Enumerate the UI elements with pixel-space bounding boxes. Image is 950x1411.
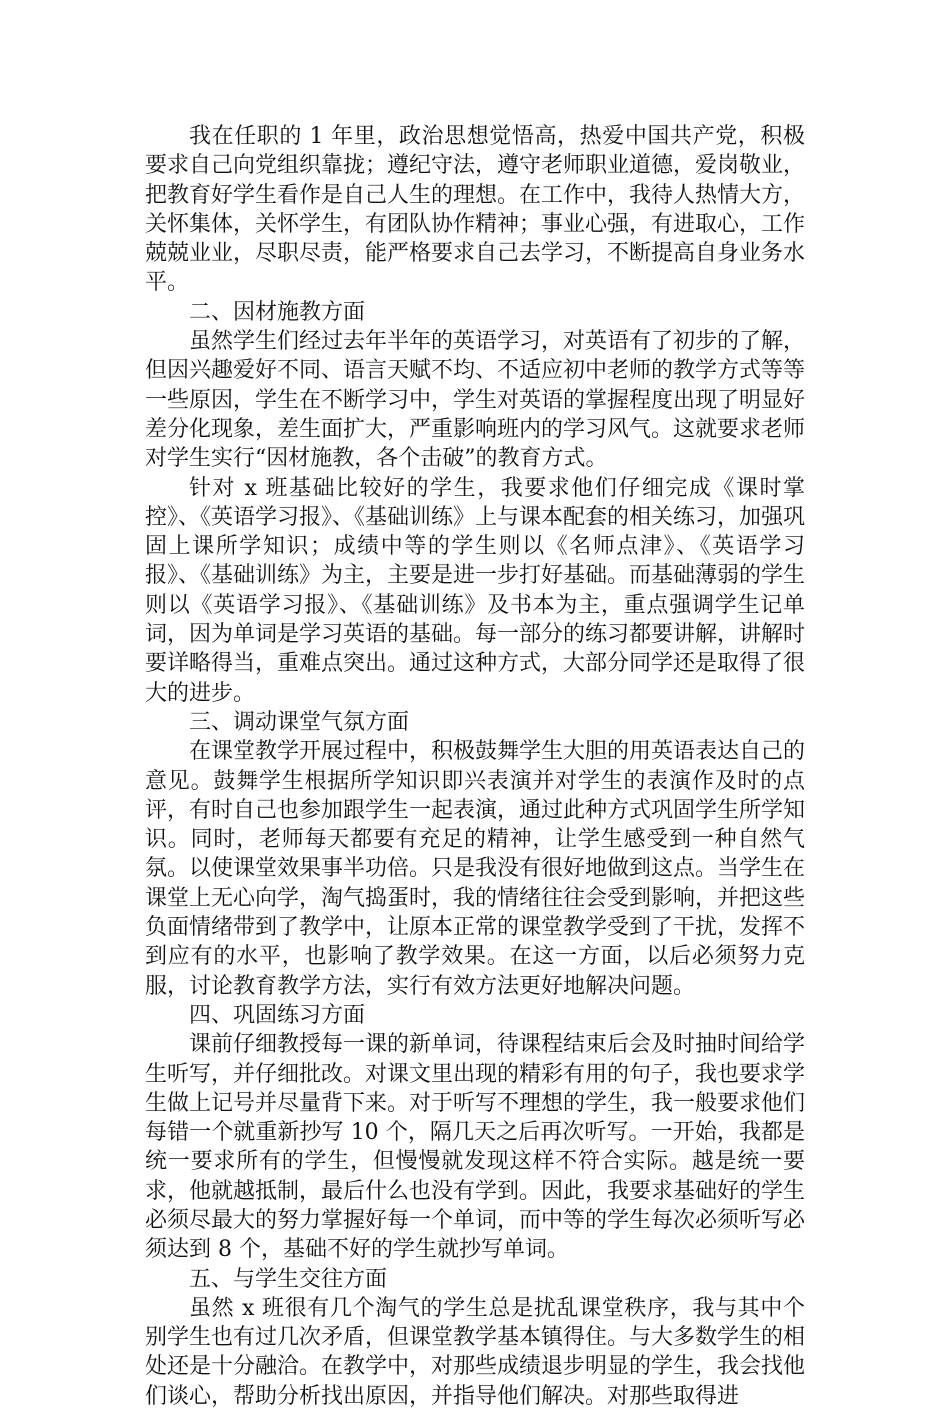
- paragraph-intro: 我在任职的 1 年里，政治思想觉悟高，热爱中国共产党，积极要求自己向党组织靠拢；遵纪守法，遵守老师职业道德，爱岗敬业，把教育好学生看作是自己人生的理想。在工作中，我待人热情大方，关怀集体，关怀学生，有团队协作精神；事业心强，有进取心，工作兢兢业业，尽职尽责，能严格要求自己去学习，不断提高自身业务水平。: [145, 124, 806, 296]
- paragraph-section-4: 课前仔细教授每一课的新单词，待课程结束后会及时抽时间给学生听写，并仔细批改。对课文里出现的精彩有用的句子，我也要求学生做上记号并尽量背下来。对于听写不理想的学生，我一般要求他们每错一个就重新抄写 10 个，隔几天之后再次听写。一开始，我都是统一要求所有的学生，但慢慢就发现这样不符合实际。越是统一要求，他就越抵制，最后什么也没有学到。因此，我要求基础好的学生必须尽最大的努力掌握好每一个单词，而中等的学生每次必须听写必须达到 8 个，基础不好的学生就抄写单词。: [145, 1032, 806, 1263]
- paragraph-section-2b: 针对 x 班基础比较好的学生，我要求他们仔细完成《课时掌控》、《英语学习报》、《基础训练》上与课本配套的相关练习，加强巩固上课所学知识；成绩中等的学生则以《名师点津》、《英语学习报》、《基础训练》为主，主要是进一步打好基础。而基础薄弱的学生则以《英语学习报》、《基础训练》及书本为主，重点强调学生记单词，因为单词是学习英语的基础。每一部分的练习都要讲解，讲解时要详略得当，重难点突出。通过这种方式，大部分同学还是取得了很大的进步。: [145, 475, 806, 706]
- paragraph-section-3: 在课堂教学开展过程中，积极鼓舞学生大胆的用英语表达自己的意见。鼓舞学生根据所学知识即兴表演并对学生的表演作及时的点评，有时自己也参加跟学生一起表演，通过此种方式巩固学生所学知识。同时，老师每天都要有充足的精神，让学生感受到一种自然气氛。以使课堂效果事半功倍。只是我没有很好地做到这点。当学生在课堂上无心向学，淘气捣蛋时，我的情绪往往会受到影响，并把这些负面情绪带到了教学中，让原本正常的课堂教学受到了干扰，发挥不到应有的水平，也影响了教学效果。在这一方面，以后必须努力克服，讨论教育教学方法，实行有效方法更好地解决问题。: [145, 739, 806, 999]
- section-heading-2: 二、因材施教方面: [189, 299, 366, 325]
- paragraph-section-5: 虽然 x 班很有几个淘气的学生总是扰乱课堂秩序，我与其中个别学生也有过几次矛盾，但课堂教学基本镇得住。与大多数学生的相处还是十分融洽。在教学中，对那些成绩退步明显的学生，我会找他们谈心，帮助分析找出原因，并指导他们解决。对那些取得进: [145, 1295, 806, 1409]
- paragraph-section-2a: 虽然学生们经过去年半年的英语学习，对英语有了初步的了解，但因兴趣爱好不同、语言天赋不均、不适应初中老师的教学方式等等一些原因，学生在不断学习中，学生对英语的掌握程度出现了明显好差分化现象，差生面扩大，严重影响班内的学习风气。这就要求老师对学生实行“因材施教，各个击破”的教育方式。: [145, 329, 806, 472]
- document-body: [145, 122, 805, 1411]
- section-heading-4: 四、巩固练习方面: [189, 1002, 366, 1028]
- section-heading-3: 三、调动课堂气氛方面: [189, 709, 410, 735]
- section-heading-5: 五、与学生交往方面: [189, 1266, 388, 1292]
